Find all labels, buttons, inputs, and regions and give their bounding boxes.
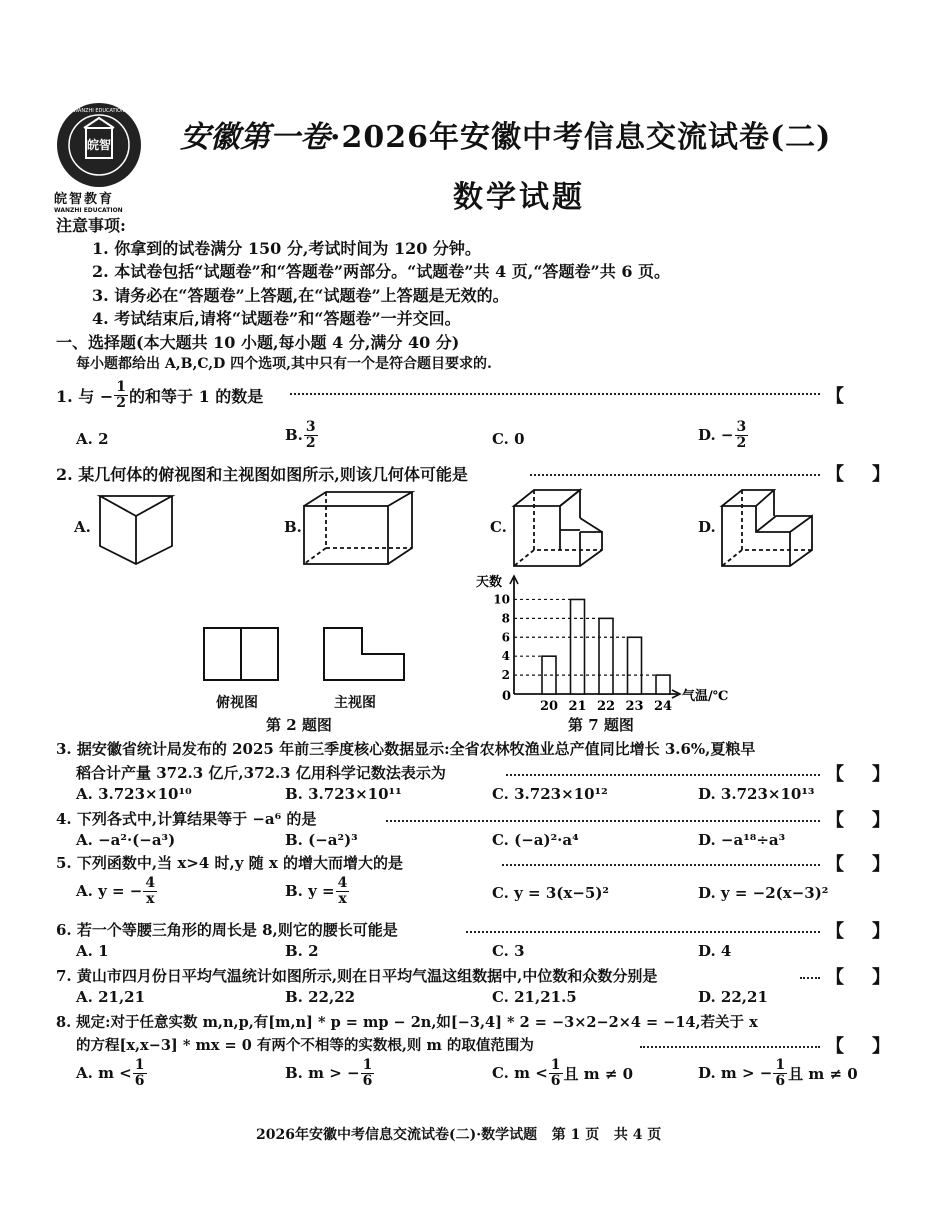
question-5: 5. 下列函数中,当 x>4 时,y 随 x 的增大而增大的是 [56, 854, 404, 872]
option-a: A. −a²·(−a³) [76, 831, 176, 849]
option-a: A. m < $\frac{1}{6}$ [76, 1057, 145, 1089]
answer-bracket: 】 [872, 764, 890, 785]
answer-bracket: 【 [826, 810, 844, 831]
option-c: C. 0 [492, 430, 525, 448]
logo-subtext: WANZHI EDUCATION [54, 207, 123, 214]
answer-bracket: 【 [826, 854, 844, 875]
figure-label: A. [74, 518, 91, 536]
question-4: 4. 下列各式中,计算结果等于 −a⁶ 的是 [56, 810, 317, 828]
question-1: 1. 与 − $\frac{1}{2}$ 的和等于 1 的数是 [56, 379, 264, 411]
option-b: B. 3.723×10¹¹ [285, 785, 402, 803]
question-2: 2. 某几何体的俯视图和主视图如图所示,则该几何体可能是 [56, 465, 468, 484]
option-b: B. 22,22 [285, 988, 356, 1006]
option-d: D. − $\frac{3}{2}$ [698, 419, 747, 451]
answer-bracket: 【 [826, 967, 844, 988]
answer-bracket: 【 [826, 921, 844, 942]
title-signature: 安徽第一卷 [180, 120, 330, 155]
notice-item: 4. 考试结束后,请将“试题卷”和“答题卷”一并交回。 [92, 309, 461, 328]
logo [54, 100, 144, 214]
answer-leader [386, 814, 820, 822]
logo-emblem-icon [54, 100, 144, 190]
page-footer: 2026年安徽中考信息交流试卷(二)·数学试题 第 1 页 共 4 页 [256, 1127, 662, 1143]
answer-bracket: 】 [872, 921, 890, 942]
answer-leader [800, 971, 820, 979]
question-7: 7. 黄山市四月份日平均气温统计如图所示,则在日平均气温这组数据中,中位数和众数分别是 [56, 967, 658, 985]
answer-bracket: 【 [826, 464, 844, 485]
x-axis-label: 气温/℃ [682, 689, 729, 704]
option-a: A. y = − $\frac{4}{x}$ [76, 875, 156, 907]
bar [571, 599, 585, 694]
y-tick-label: 10 [493, 592, 510, 607]
answer-leader [466, 925, 820, 933]
y-tick-label: 4 [501, 649, 510, 664]
answer-bracket: 】 [872, 810, 890, 831]
option-b: B. y = $\frac{4}{x}$ [285, 875, 348, 907]
x-tick-label: 22 [596, 699, 616, 714]
y-tick-label: 8 [501, 611, 510, 626]
option-b: B. 2 [285, 942, 319, 960]
question-8-cont: 的方程[x,x−3] * mx = 0 有两个不相等的实数根,则 m 的取值范围为 [76, 1037, 534, 1054]
answer-leader [290, 385, 820, 395]
figure-label: C. [490, 518, 507, 536]
question-3: 3. 据安徽省统计局发布的 2025 年前三季度核心数据显示:全省农林牧渔业总产值同比增长 3.6%,夏粮早 [56, 740, 756, 758]
figure-caption: 第 2 题图 [266, 716, 332, 734]
notice-item: 2. 本试卷包括“试题卷”和“答题卷”两部分。“试题卷”共 4 页,“答题卷”共 6 页。 [92, 262, 671, 281]
answer-bracket: 【 [826, 386, 844, 407]
answer-leader [640, 1040, 820, 1048]
option-a: A. 2 [76, 430, 109, 448]
front-view-figure [322, 626, 408, 684]
option-c: C. m < $\frac{1}{6}$ 且 m ≠ 0 [492, 1057, 634, 1089]
option-b: B. m > − $\frac{1}{6}$ [285, 1057, 373, 1089]
answer-bracket: 】 [872, 464, 890, 485]
notice-heading: 注意事项: [56, 216, 126, 235]
y-tick-label: 6 [501, 630, 510, 645]
question-8: 8. 规定:对于任意实数 m,n,p,有[m,n] * p = mp − 2n,如[−3,4] * 2 = −3×2−2×4 = −14,若关于 x [56, 1014, 758, 1031]
top-view-figure [202, 626, 282, 684]
option-d: D. 4 [698, 942, 732, 960]
option-d: D. 22,21 [698, 988, 768, 1006]
option-a: A. 1 [76, 942, 109, 960]
x-tick-label: 20 [539, 699, 559, 714]
answer-leader [530, 468, 820, 476]
page-title: ·2026年安徽中考信息交流试卷(二) [330, 120, 832, 155]
figure-d-solid [716, 486, 816, 572]
option-c: C. 3 [492, 942, 525, 960]
option-c: C. 21,21.5 [492, 988, 577, 1006]
y-axis-label: 天数 [476, 575, 503, 590]
temperature-bar-chart [470, 568, 750, 714]
option-d: D. −a¹⁸÷a³ [698, 831, 786, 849]
section-heading: 一、选择题(本大题共 10 小题,每小题 4 分,满分 40 分) [56, 333, 460, 352]
answer-bracket: 】 [872, 967, 890, 988]
bar [628, 637, 642, 694]
svg-text:皖智: 皖智 [86, 138, 112, 152]
option-b: B. $\frac{3}{2}$ [285, 419, 316, 451]
option-d: D. 3.723×10¹³ [698, 785, 815, 803]
bar [656, 675, 670, 694]
option-d: D. m > − $\frac{1}{6}$ 且 m ≠ 0 [698, 1057, 858, 1089]
y-tick-label: 2 [501, 668, 510, 683]
chart-caption: 第 7 题图 [568, 716, 634, 734]
question-3-cont: 稻合计产量 372.3 亿斤,372.3 亿用科学记数法表示为 [76, 764, 446, 782]
figure-c-solid [506, 486, 606, 572]
origin-label: 0 [502, 689, 512, 704]
answer-bracket: 【 [826, 764, 844, 785]
logo-ring-text: WANZHI EDUCATION [73, 108, 125, 114]
figure-label: D. [698, 518, 716, 536]
figure-b-box [300, 488, 416, 568]
bar [599, 618, 613, 694]
answer-bracket: 【 [826, 1036, 844, 1057]
top-view-label: 俯视图 [216, 695, 258, 711]
x-tick-label: 24 [653, 699, 673, 714]
question-6: 6. 若一个等腰三角形的周长是 8,则它的腰长可能是 [56, 921, 398, 939]
x-tick-label: 21 [568, 699, 587, 714]
x-tick-label: 23 [625, 699, 644, 714]
answer-leader [506, 768, 820, 776]
option-d: D. y = −2(x−3)² [698, 884, 829, 902]
answer-bracket: 】 [872, 1036, 890, 1057]
page-subtitle: 数学试题 [453, 180, 585, 215]
option-a: A. 3.723×10¹⁰ [76, 785, 192, 803]
option-c: C. y = 3(x−5)² [492, 884, 609, 902]
option-c: C. 3.723×10¹² [492, 785, 608, 803]
section-note: 每小题都给出 A,B,C,D 四个选项,其中只有一个是符合题目要求的. [76, 356, 492, 372]
notice-item: 3. 请务必在“答题卷”上答题,在“试题卷”上答题是无效的。 [92, 286, 509, 305]
front-view-label: 主视图 [334, 695, 376, 711]
option-a: A. 21,21 [76, 988, 146, 1006]
figure-label: B. [284, 518, 302, 536]
option-b: B. (−a²)³ [285, 831, 358, 849]
answer-bracket: 】 [872, 854, 890, 875]
answer-leader [502, 858, 820, 866]
figure-a-prism [96, 488, 176, 568]
notice-item: 1. 你拿到的试卷满分 150 分,考试时间为 120 分钟。 [92, 239, 481, 258]
option-c: C. (−a)²·a⁴ [492, 831, 579, 849]
logo-text: 皖智教育 [54, 192, 115, 207]
